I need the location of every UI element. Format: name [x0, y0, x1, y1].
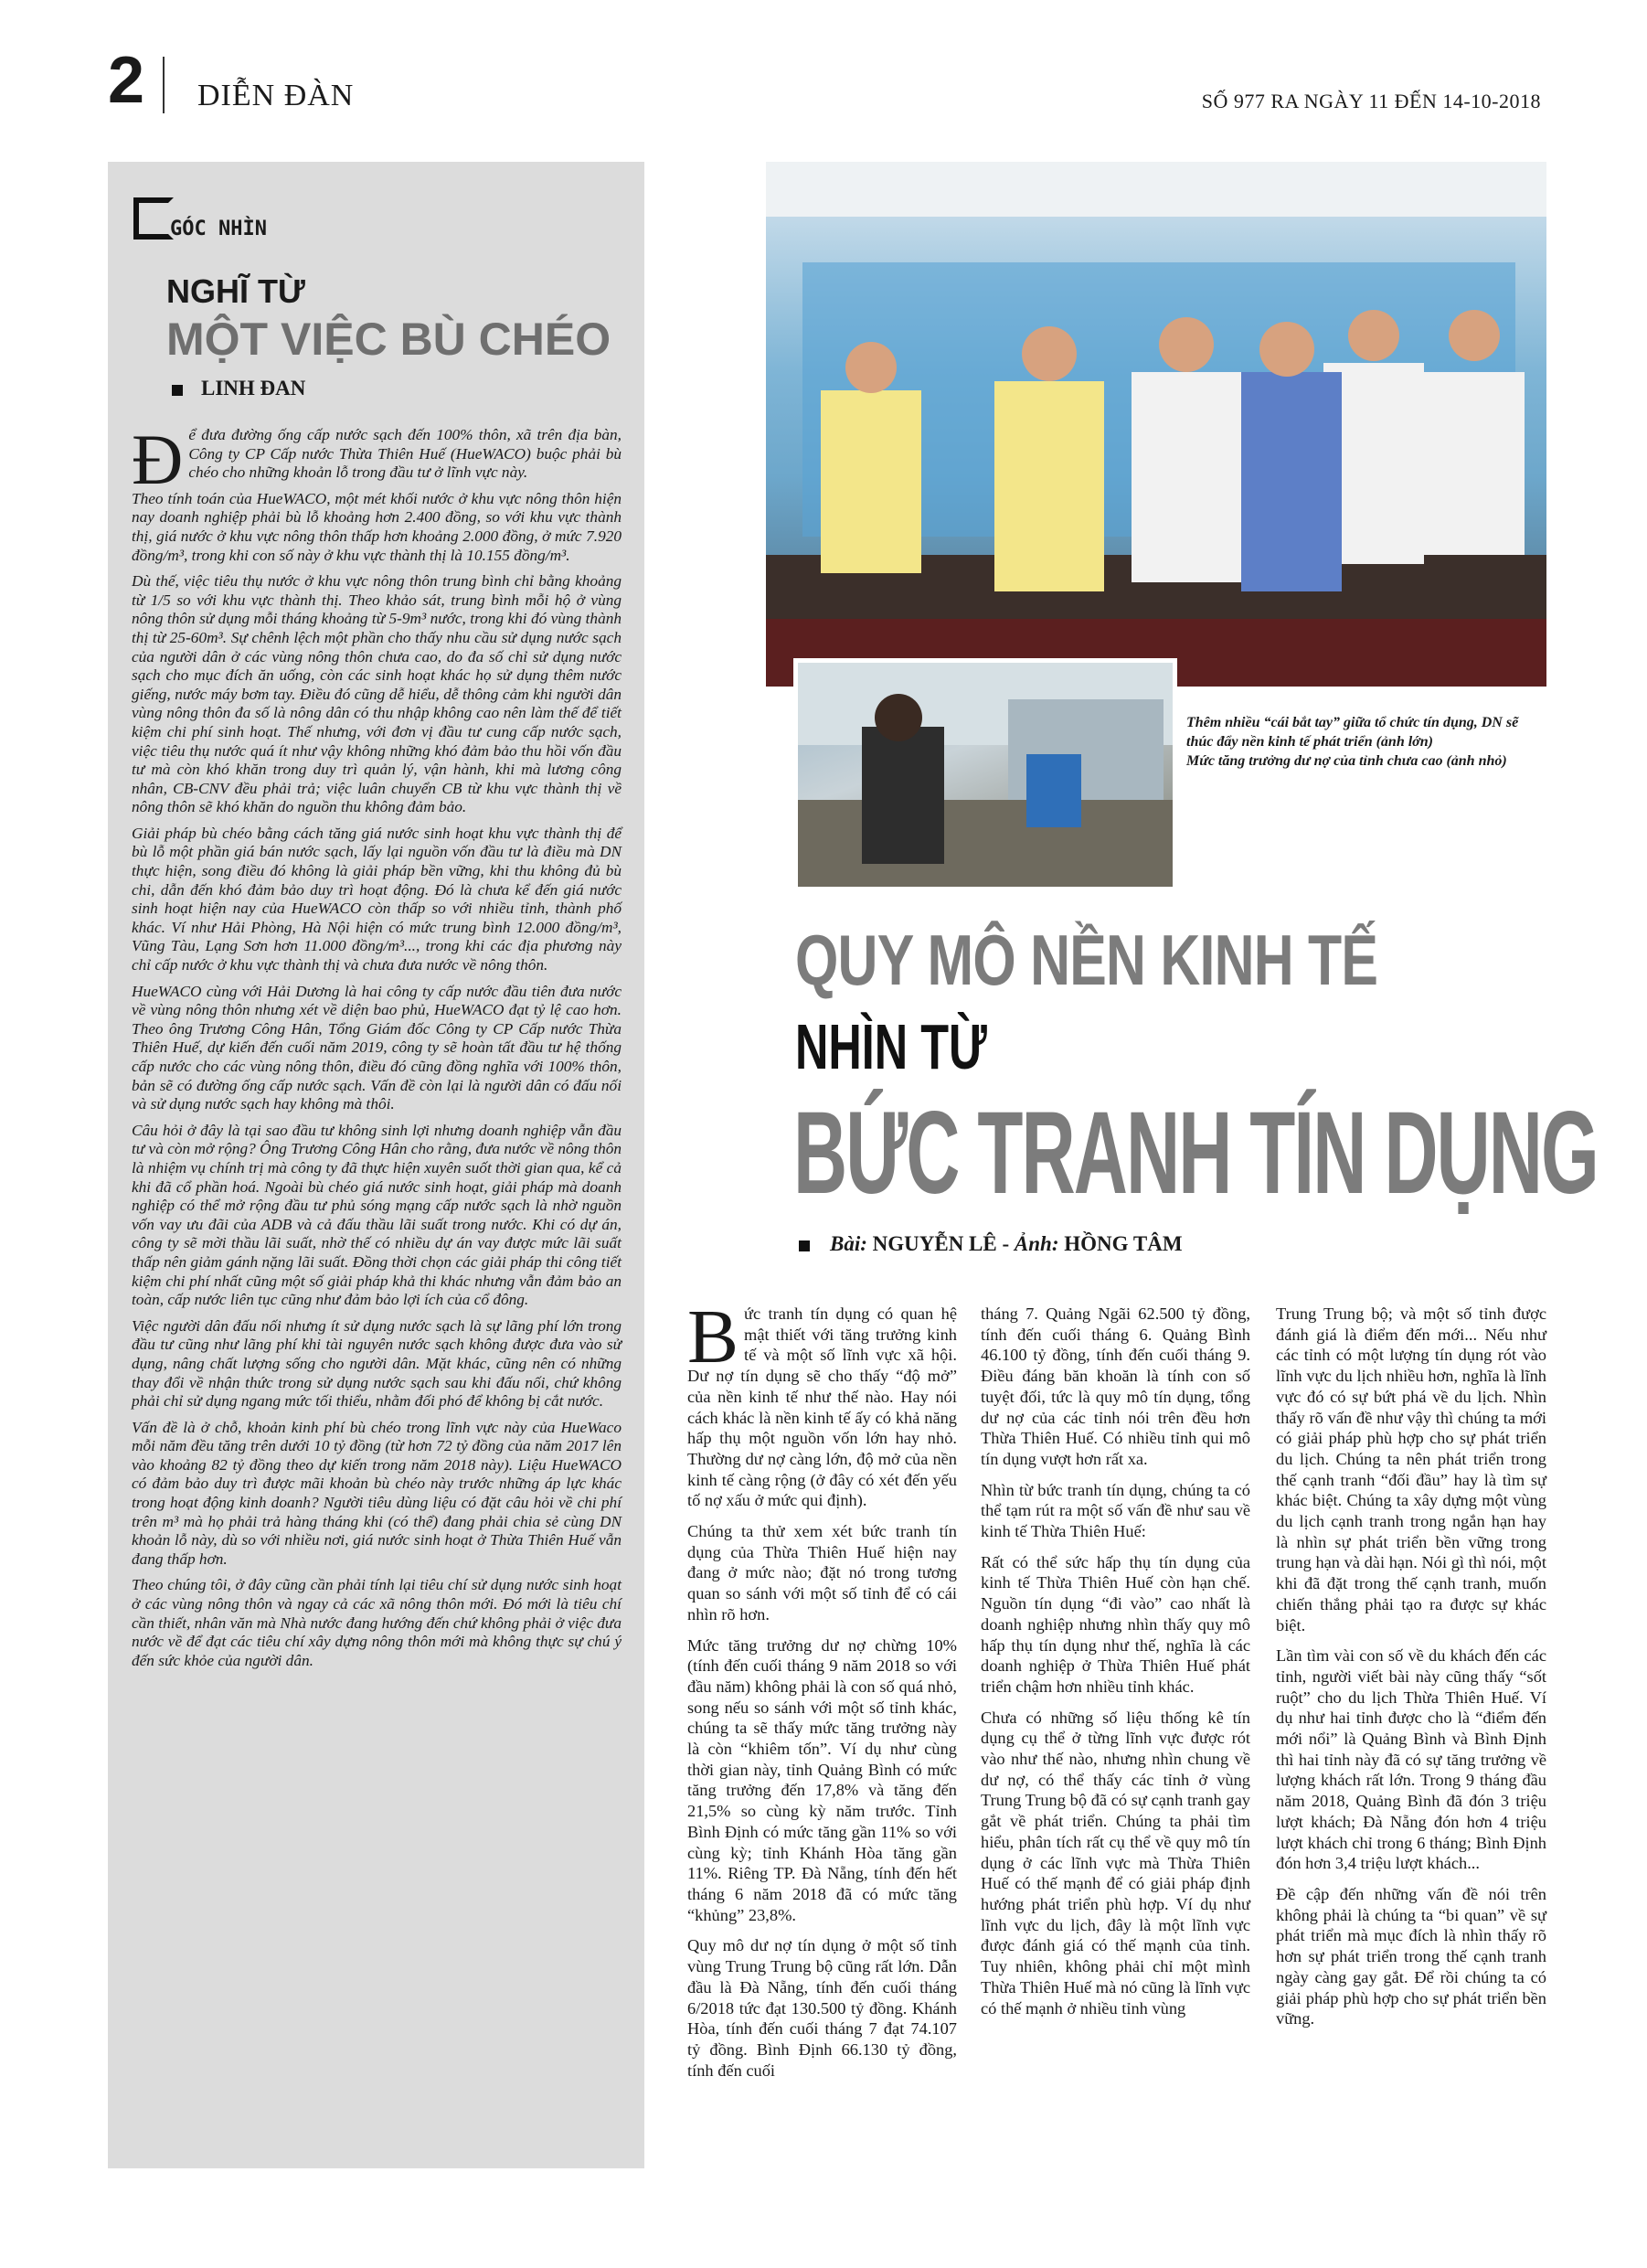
- photo-caption: [1186, 713, 1543, 771]
- article-paragraph: Chưa có những số liệu thống kê tín dụng cụ thể ở từng lĩnh vực được rót vào như thế nào, nhưng nhìn chung về dư nợ, có thể thấy các tỉnh ở vùng Trung Trung bộ đã có sự cạnh tranh gay gắt về phát triển. Chúng ta phải tìm hiểu, phân tích rất cụ thể về quy mô tín dụng ở các lĩnh vực mà Thừa Thiên Huế có thế mạnh để có giải pháp định hướng phát triển phù hợp. Ví dụ như lĩnh vực du lịch, đây là một lĩnh vực được đánh giá có thế mạnh của tỉnh. Tuy nhiên, không phải chỉ một mình Thừa Thiên Huế mà nó cũng là lĩnh vực có thế mạnh ở nhiều tỉnh vùng: [981, 1708, 1250, 2018]
- article-paragraph: Bức tranh tín dụng có quan hệ mật thiết với tăng trưởng kinh tế và một số lĩnh vực xã hội. Dư nợ tín dụng sẽ cho thấy “độ mở” của nền kinh tế như thế nào. Hay nói cách khác là nền kinh tế ấy có khả năng hấp thụ một nguồn vốn lớn hay nhỏ. Thường dư nợ càng lớn, độ mở của nền kinh tế càng rộng (ở đây có xét đến yếu tố nợ xấu ở mức qui định).: [687, 1294, 957, 1510]
- small-photo-illustration: [798, 663, 1173, 887]
- sidebar-paragraph: Vấn đề là ở chỗ, khoản kinh phí bù chéo trong lĩnh vực này của HueWaco mỗi năm đều tăng trên dưới 10 tỷ đồng (từ hơn 72 tỷ đồng của năm 2017 lên vào khoảng 82 tỷ đồng theo dự kiến trong năm 2018 này). Liệu HueWACO có đảm bảo duy trì được mãi khoản bù chéo này trước những áp lực khác trong hoạt động kinh doanh? Người tiêu dùng liệu có đặt câu hỏi về chi phí trên m³ mà họ phải trả hàng tháng khi (có thể) đang phải chia sẻ cùng DN khoản lỗ này, dù so với nhiều nơi, giá nước sinh hoạt ở Thừa Thiên Huế vẫn đang thấp hơn.: [132, 1418, 622, 1568]
- sidebar-paragraph: Câu hỏi ở đây là tại sao đầu tư không sinh lợi nhưng doanh nghiệp vẫn đầu tư và còn mở rộng? Ông Trương Công Hân cho rằng, đưa nước về nông thôn là nhiệm vụ chính trị mà công ty đã thực hiện xuyên suốt thời gian qua, kể cả khi đã cổ phần hoá. Ngoài bù chéo giá nước sinh hoạt, giải pháp mà doanh nghiệp có thể mở rộng đầu tư phủ sóng mạng cấp nước sạch là nhờ nguồn vốn vay ưu đãi của ADB và cả đấu thầu lãi suất trong nước. Khi có dự án, công ty sẽ mời thầu lãi suất, nhờ thế có nhiều dự án vay được mức lãi suất thấp nên giảm gánh nặng lãi suất. Đồng thời chọn các giải pháp thi công tiết kiệm chi phí nhất cũng một số giải pháp khả thi khác nhưng vẫn đảm bảo an toàn, cấp nước liên tục cũng như đảm bảo lợi ích của cổ đông.: [132, 1121, 622, 1309]
- article-paragraph: Nhìn từ bức tranh tín dụng, chúng ta có thể tạm rút ra một số vấn đề như sau về kinh tế Thừa Thiên Huế:: [981, 1480, 1250, 1541]
- article-paragraph: Lần tìm vài con số về du khách đến các tỉnh, người viết bài này cũng thấy “sốt ruột” cho du lịch Thừa Thiên Huế. Ví dụ như hai tỉnh được cho là “điểm đến mới nổi” là Quảng Bình và Bình Định thì hai tỉnh này đã có sự tăng trưởng về lượng khách rất lớn. Trong 9 tháng đầu năm 2018, Quảng Bình đã đón 3 triệu lượt khách; Đà Nẵng đón hơn 4 triệu lượt khách chỉ trong 6 tháng; Bình Định đón hơn 3,4 triệu lượt khách...: [1276, 1646, 1546, 1873]
- headline-line2: NHÌN TỪ: [795, 1011, 987, 1082]
- sidebar-title-line1: NGHĨ TỪ: [166, 272, 305, 310]
- headline-line1: QUY MÔ NỀN KINH TẾ: [795, 920, 1378, 1000]
- article-paragraph: Rất có thể sức hấp thụ tín dụng của kinh tế Thừa Thiên Huế còn hạn chế. Nguồn tín dụng “đi vào” cao nhất là doanh nghiệp nhưng nhìn thấy quy mô hấp thụ tín dụng như thế, nghĩa là các doanh nghiệp ở Thừa Thiên Huế phát triển chậm hơn nhiều tỉnh khác.: [981, 1552, 1250, 1696]
- section-title: DIỄN ĐÀN: [197, 79, 355, 112]
- sidebar-paragraph: Việc người dân đấu nối nhưng ít sử dụng nước sạch là sự lãng phí lớn trong đầu tư cũng như lãng phí khi tài nguyên nước sạch không được đưa vào sử dụng, nâng chất lượng sống cho người dân. Mặt khác, cũng nên có những thay đổi về nhận thức trong sử dụng nước sạch sau khi đấu nối, chứ không phải chỉ sử dụng ngang mức tối thiểu, nhằm đối phó để không bị cắt nước.: [132, 1316, 622, 1411]
- bracket-icon: [133, 197, 174, 240]
- sidebar-paragraph: Để đưa đường ống cấp nước sạch đến 100% thôn, xã trên địa bàn, Công ty CP Cấp nước Thừa Thiên Huế (HueWACO) buộc phải bù chéo cho những khoản lỗ trong đầu tư ở lĩnh vực này.: [132, 420, 622, 499]
- headline-line3: BỨC TRANH TÍN DỤNG: [793, 1088, 1598, 1219]
- main-photo: [766, 162, 1546, 687]
- article-paragraph: Mức tăng trưởng dư nợ chừng 10% (tính đến cuối tháng 9 năm 2018 so với đầu năm) không phải là con số quá nhỏ, song nếu so sánh với một số tỉnh khác, chúng ta sẽ thấy mức tăng trưởng này là còn “khiêm tốn”. Ví dụ như cùng thời gian này, tỉnh Quảng Bình có mức tăng trưởng đến 17,8% và tăng đến 21,5% so cùng kỳ năm trước. Tỉnh Bình Định có mức tăng gần 11% so với cùng kỳ; tỉnh Khánh Hòa tăng gần 11%. Riêng TP. Đà Nẵng, tính đến hết tháng 6 năm 2018 đã có mức tăng “khủng” 23,8%.: [687, 1635, 957, 1924]
- sidebar-paragraph: Dù thế, việc tiêu thụ nước ở khu vực nông thôn trung bình chỉ bằng khoảng từ 1/5 so với khu vực thành thị. Theo khảo sát, trung bình mỗi hộ ở vùng nông thôn sử dụng mỗi tháng khoảng từ 5-9m³ nước, trong khi đó vùng thành thị từ 25-60m³. Sự chênh lệch một phần cho thấy nhu cầu sử dụng nước sạch của người dân ở các vùng nông thôn chưa cao, do đa số chỉ sử dụng nước sạch cho mục đích ăn uống, còn các sinh hoạt khác họ sử dụng thêm nước giếng, nước máy bơm tay. Điều đó cũng dễ hiểu, dễ thông cảm khi người dân vùng nông thôn đa số là nông dân có thu nhập không cao nên làm thế để tiết kiệm chi phí sinh hoạt. Thế nhưng, với đơn vị đầu tư cung cấp nước sạch, việc tiêu thụ nước quá ít như vậy không những khó đảm bảo thu hồi vốn đầu tư mà còn khó khăn trong duy trì quản lý, vận hành, khi mà lương công nhân, CB-CNV đều phải trả; việc luân chuyển CB từ khu vực thành thị về nông thôn sẽ khó khăn do nguồn thu không đảm bảo.: [132, 572, 622, 816]
- article-column-2: [981, 1304, 1250, 2028]
- sidebar-paragraph: Giải pháp bù chéo bằng cách tăng giá nước sinh hoạt khu vực thành thị để bù lỗ một phần giá bán nước sạch, lấy lại nguồn vốn đầu tư là điều mà DN thực hiện, song điều đó không là giải pháp bền vững, khi thu không đủ bù chi, dẫn đến khó đảm bảo duy trì hoạt động. Đó là chưa kể đến giá nước sinh hoạt hiện nay của HueWACO còn thấp so với nhiều tỉnh, thành phố khác. Ví như Hải Phòng, Hà Nội hiện có mức trung bình 12.000 đồng/m³, Vũng Tàu, Lạng Sơn hơn 11.000 đồng/m³..., trong khi các địa phương này chỉ cấp nước ở khu vực thành thị và chưa đưa nước về nông thôn.: [132, 824, 622, 974]
- sidebar-label: GÓC NHÌN: [170, 218, 267, 240]
- article-column-1: [687, 1294, 957, 2091]
- small-photo: [793, 658, 1177, 891]
- main-photo-illustration: [766, 162, 1546, 687]
- article-paragraph: tháng 7. Quảng Ngãi 62.500 tỷ đồng, tính đến cuối tháng 6. Quảng Bình 46.100 tỷ đồng, tính đến cuối tháng 9. Điều đáng băn khoăn là tính con số tuyệt đối, tức là quy mô tín dụng, tổng dư nợ của các tỉnh nói trên đều hơn Thừa Thiên Huế. Có nhiều tỉnh qui mô tín dụng vượt hơn rất xa.: [981, 1304, 1250, 1468]
- sidebar-author: LINH ĐAN: [172, 377, 305, 400]
- sidebar-paragraph: Theo tính toán của HueWACO, một mét khối nước ở khu vực nông thôn hiện nay doanh nghiệp phải bù lỗ khoảng hơn 2.400 đồng, so với khu vực thành thị, giá nước ở khu vực nông thôn thấp hơn khoảng 2.000 đồng, ở mức 7.920 đồng/m³, trong khi con số này ở khu vực thành thị là 10.155 đồng/m³.: [132, 489, 622, 564]
- article-paragraph: Trung Trung bộ; và một số tỉnh được đánh giá là điểm đến mới... Nếu như các tỉnh có một lượng tín dụng rót vào lĩnh vực du lịch nhiều hơn, nghĩa là lĩnh vực đó có sự bứt phá về du lịch. Nhìn thấy rõ vấn đề như vậy thì chúng ta mới có giải pháp phù hợp cho sự phát triển du lịch. Chúng ta nên phát triển trong thế cạnh tranh “đối đầu” hay là tìm sự khác biệt. Chúng ta xây dựng một vùng du lịch cạnh tranh trong ngắn hạn hay là nhìn sự phát triển bền vững trong trung hạn và dài hạn. Nói gì thì nói, một khi đã đặt trong thế cạnh tranh, muốn chiến thắng phải tạo ra được sự khác biệt.: [1276, 1304, 1546, 1634]
- sidebar-title-line2: MỘT VIỆC BÙ CHÉO: [166, 314, 611, 365]
- sidebar-drop-cap: Đ: [132, 420, 184, 499]
- page-number: 2: [108, 44, 145, 117]
- article-paragraph: Chúng ta thử xem xét bức tranh tín dụng của Thừa Thiên Huế hiện nay đang ở mức nào; đặt nó trong tương quan so sánh với một số tỉnh để có cái nhìn rõ hơn.: [687, 1522, 957, 1624]
- article-byline: Bài: NGUYỄN LÊ - Ảnh: HỒNG TÂM: [799, 1232, 1183, 1256]
- caption-line: Thêm nhiều “cái bắt tay” giữa tổ chức tín dụng, DN sẽ thúc đẩy nền kinh tế phát triển (ảnh lớn): [1186, 715, 1519, 750]
- caption-line: Mức tăng trưởng dư nợ của tỉnh chưa cao (ảnh nhỏ): [1186, 753, 1507, 769]
- article-paragraph: Đề cập đến những vấn đề nói trên không phải là chúng ta “bi quan” về sự phát triển mà mục đích là nhìn thấy rõ hơn sự phát triển trong thế cạnh tranh ngày càng gay gắt. Để rồi chúng ta có giải pháp phù hợp cho sự phát triển bền vững.: [1276, 1884, 1546, 2028]
- issue-info: SỐ 977 RA NGÀY 11 ĐẾN 14-10-2018: [1201, 90, 1541, 112]
- article-drop-cap: B: [687, 1294, 739, 1379]
- article-column-3: [1276, 1304, 1546, 2039]
- sidebar-paragraph: HueWACO cùng với Hải Dương là hai công ty cấp nước đầu tiên đưa nước về vùng nông thôn nhưng xét về diện bao phủ, HueWACO đạt tỷ lệ cao hơn. Theo ông Trương Công Hân, Tổng Giám đốc Công ty CP Cấp nước Thừa Thiên Huế, dự kiến đến cuối năm 2019, công ty sẽ hoàn tất đầu tư hệ thống cấp nước cho các vùng nông thôn, điều đó cũng đồng nghĩa với 100% thôn, bản sẽ có đường ống cấp nước sạch. Vấn đề còn lại là người dân có đấu nối và sử dụng nước sạch hay không mà thôi.: [132, 982, 622, 1113]
- sidebar-body: [132, 420, 622, 1677]
- header-divider: [163, 57, 165, 113]
- sidebar-paragraph: Theo chúng tôi, ở đây cũng cần phải tính lại tiêu chí sử dụng nước sinh hoạt ở các vùng nông thôn và ngay cả các xã nông thôn mới. Đó mới là tiêu chí cần thiết, nhân văn mà Nhà nước đang hướng đến chứ không phải ở việc đưa nước về để đạt các tiêu chí xây dựng nông thôn mới mà không thực sự chú ý đến sức khỏe của người dân.: [132, 1576, 622, 1669]
- article-paragraph: Quy mô dư nợ tín dụng ở một số tỉnh vùng Trung Trung bộ cũng rất lớn. Dẫn đầu là Đà Nẵng, tính đến cuối tháng 6/2018 tức đạt 130.500 tỷ đồng. Khánh Hòa, tính đến cuối tháng 7 đạt 74.107 tỷ đồng. Bình Định 66.130 tỷ đồng, tính đến cuối: [687, 1936, 957, 2080]
